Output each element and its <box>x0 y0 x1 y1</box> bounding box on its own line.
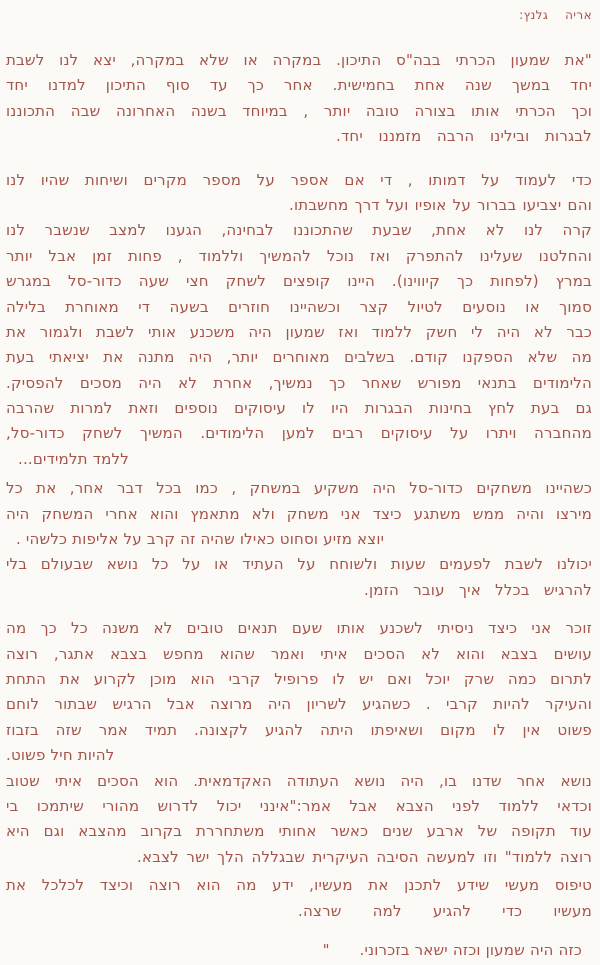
text-line: קרה לנו לא אחת, שבעת שהתכוננו לבחינה, הגענו למצב שנשבר לנו <box>6 221 592 240</box>
text-line: הלימודים בתנאי מפורש שאחר כך נמשיך, אחרת לא היה מסכים להפסיק. <box>6 373 592 392</box>
paragraph <box>6 938 592 963</box>
paragraph <box>6 476 592 603</box>
text-line: לתרום כמה שרק יוכל ואם יש לו פרופיל קרבי הוא מוכן לקרוע את התחת <box>6 669 592 688</box>
text-line: וכדאי ללמוד לפני הצבא אבל אמר:"אינני יכול לדרוש מהורי שיתמכו בי <box>6 796 592 815</box>
text-line: מעשיו כדי להגיע למה שרצה. <box>298 901 592 920</box>
text-line: יוצא מזיע וסחוט כאילו שהיה זה קרב על אליפות כלשהי . <box>16 530 385 549</box>
paragraph <box>6 168 592 219</box>
document-body <box>6 48 592 963</box>
text-line: יכולנו לשבת לפעמים שעות ולשוחח על העתיד או על כל נושא שבעולם בלי <box>6 555 592 574</box>
text-line: להרגיש בכלל איך עובר הזמן. <box>364 580 592 599</box>
text-line: לבגרות ובילינו הרבה מזמננו יחד. <box>336 127 592 146</box>
text-line: והעיקר להיות קרבי . כשהגיע לשריון היה מרוצה אבל הרגיש שבתור לוחם <box>6 695 592 714</box>
text-line: במרץ (לפחות כך קיווינו). היינו קופצים לשחק חצי שעה כדור-סל במגרש <box>6 272 592 291</box>
paragraph <box>6 218 592 472</box>
text-line: נושא אחר שדנו בו, היה נושא העתודה האקדמאית. הוא הסכים איתי שטוב <box>6 771 592 790</box>
text-line: כשהיינו משחקים כדור-סל היה משקיע במשחק , כמו בכל דבר אחר, את כל <box>6 479 592 498</box>
text-line: כבר לא היה לי חשק ללמוד ואז שמעון היה משכנע אותי לשבת ולגמור את <box>6 322 592 341</box>
text-line: כזה היה שמעון וכזה ישאר בזכרוני. " <box>322 940 582 959</box>
document-page <box>0 6 600 965</box>
text-line: טיפוס מעשי שידע לתכנן את מעשיו, ידע מה הוא רוצה וכיצד לכלכל את <box>6 876 592 895</box>
paragraph <box>6 873 592 924</box>
text-line: עושים בצבא והוא לא הסכים איתי ואמר שהוא מחפש בצבא אתגר, רוצה <box>6 644 592 663</box>
text-line: גם בעת לחץ בחינות הבגרות היו לו עיסוקים נוספים וזאת למרות שהרבה <box>6 399 592 418</box>
text-line: פשוט אין לו מקום ושאיפתו היתה להגיע לקצונה. תמיד אמר שזה בזבוז <box>6 720 592 739</box>
text-line: זוכר אני כיצד ניסיתי לשכנע אותו שעם תנאים טובים לא משנה כל כך מה <box>6 619 592 638</box>
text-line: "את שמעון הכרתי בבה"ס התיכון. במקרה או שלא במקרה, יצא לנו לשבת <box>6 51 592 69</box>
text-line: וכך הכרתי אותו בצורה טובה יותר , במיוחד בשנה האחרונה שבה התכוננו <box>6 101 592 120</box>
text-line: מירצו והיה ממש משתגע כיצד אני משחק ולא מתאמץ והוא אחרי המשחק היה <box>6 504 592 523</box>
text-line: כדי לעמוד על דמותו , די אם אספר על מספר מקרים ושיחות שהיו לנו <box>6 170 592 189</box>
text-line: והם יצביעו בברור על אופיו ועל דרך מחשבתו. <box>289 195 592 214</box>
text-line: להיות חיל פשוט. <box>6 746 115 765</box>
text-line: עוד תקופה של ארבע שנים כאשר אחותי משתחררת בקרוב מהצבא וגם היא <box>6 822 592 841</box>
text-line: ללמד תלמידים... <box>18 449 129 468</box>
text-line: רוצה ללמוד" וזו למעשה הסיבה העיקרית שבגללה הלך ישר לצבא. <box>137 847 592 866</box>
paragraph <box>6 616 592 768</box>
text-line: יחד במשך שנה אחת בחמישית. אחר כך עד סוף התיכון למדנו יחד <box>6 76 592 95</box>
text-line: והחלטנו שעלינו להתפרק ואז נוכל להמשיך וללמוד , פחות זמן אבל יותר <box>6 246 592 265</box>
text-line: סמוך או נוסעים לטיול קצר וכשהיינו חוזרים בשעה די מאוחרת בלילה <box>6 297 592 316</box>
author-name: אריה גלנץ: <box>519 8 592 22</box>
text-line: מהחברה ויתרו על עיסוקים רבים למען הלימודים. המשיך לשחק כדור-סל, <box>6 424 592 443</box>
text-line: מה שלא הספקנו קודם. בשלבים מאוחרים יותר, היה מתנה את יציאתי בעת <box>6 348 592 367</box>
paragraph <box>6 48 592 150</box>
paragraph <box>6 769 592 871</box>
